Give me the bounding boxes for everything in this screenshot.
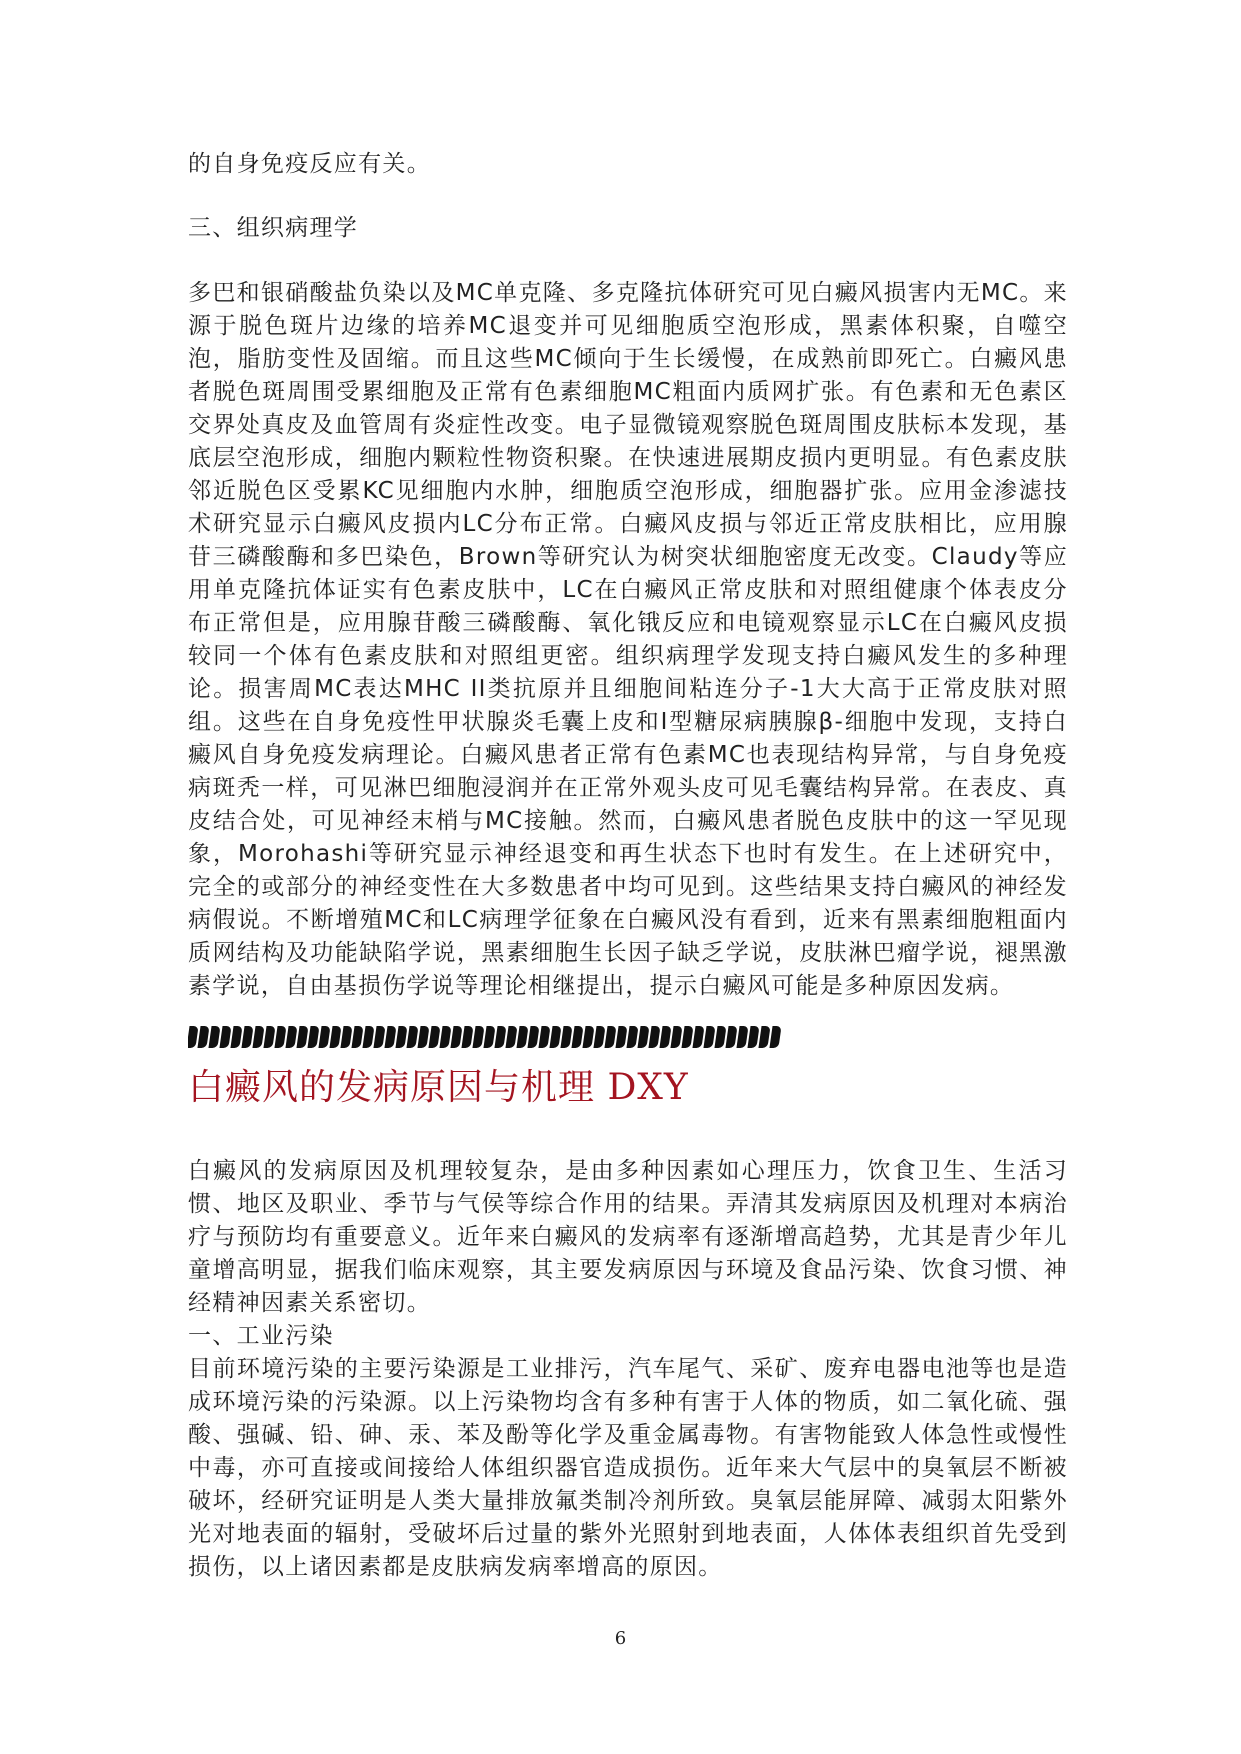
ornament-mark <box>395 1026 407 1048</box>
decorative-divider <box>188 1026 808 1054</box>
ornament-mark <box>351 1026 363 1048</box>
ornament-mark <box>230 1026 242 1048</box>
ornament-mark <box>659 1026 671 1048</box>
ornament-mark <box>582 1026 594 1048</box>
paragraph-continuation: 的自身免疫反应有关。 <box>188 151 431 177</box>
page-number: 6 <box>614 1628 627 1649</box>
ornament-mark <box>208 1026 220 1048</box>
ornament-mark <box>747 1026 759 1048</box>
ornament-mark <box>494 1026 506 1048</box>
ornament-mark <box>571 1026 583 1048</box>
ornament-mark <box>329 1026 341 1048</box>
ornament-mark <box>461 1026 473 1048</box>
ornament-mark <box>593 1026 605 1048</box>
ornament-mark <box>516 1026 528 1048</box>
subheading-industrial-pollution: 一、工业污染 <box>188 1323 334 1349</box>
paragraph-industrial-pollution: 目前环境污染的主要污染源是工业排污，汽车尾气、采矿、废弃电器电池等也是造成环境污染的污染源。以上污染物均含有多种有害于人体的物质，如二氧化硫、强酸、强碱、铅、砷、汞、苯及酚等化学及重金属毒物。有害物能致人体急性或慢性中毒，亦可直接或间接给人体组织器官造成损伤。近年来大气层中的臭氧层不断被破坏，经研究证明是人类大量排放氟类制冷剂所致。臭氧层能屏障、减弱太阳紫外光对地表面的辐射，受破坏后过量的紫外光照射到地表面，人体体表组织首先受到损伤，以上诸因素都是皮肤病发病率增高的原因。 <box>188 1356 1068 1580</box>
ornament-mark <box>472 1026 484 1048</box>
ornament-mark <box>648 1026 660 1048</box>
ornament-mark <box>560 1026 572 1048</box>
ornament-mark <box>758 1026 770 1048</box>
subheading-histopathology: 三、组织病理学 <box>188 215 359 241</box>
ornament-mark <box>769 1026 781 1048</box>
paragraph-intro: 白癜风的发病原因及机理较复杂，是由多种因素如心理压力，饮食卫生、生活习惯、地区及职业、季节与气侯等综合作用的结果。弄清其发病原因及机理对本病治疗与预防均有重要意义。近年来白癜风的发病率有逐渐增高趋势，尤其是青少年儿童增高明显，据我们临床观察，其主要发病原因与环境及食品污染、饮食习惯、神经精神因素关系密切。 <box>188 1158 1068 1316</box>
ornament-mark <box>527 1026 539 1048</box>
ornament-mark <box>384 1026 396 1048</box>
ornament-mark <box>252 1026 264 1048</box>
ornament-mark <box>450 1026 462 1048</box>
ornament-mark <box>406 1026 418 1048</box>
ornament-mark <box>692 1026 704 1048</box>
ornament-mark <box>285 1026 297 1048</box>
ornament-mark <box>296 1026 308 1048</box>
ornament-mark <box>362 1026 374 1048</box>
ornament-mark <box>538 1026 550 1048</box>
ornament-mark <box>373 1026 385 1048</box>
ornament-mark <box>615 1026 627 1048</box>
ornament-mark <box>725 1026 737 1048</box>
ornament-mark <box>263 1026 275 1048</box>
ornament-mark <box>318 1026 330 1048</box>
ornament-mark <box>197 1026 209 1048</box>
ornament-mark <box>670 1026 682 1048</box>
ornament-mark <box>219 1026 231 1048</box>
ornament-mark <box>483 1026 495 1048</box>
ornament-mark <box>626 1026 638 1048</box>
section-title: 白癜风的发病原因与机理 DXY <box>188 1067 689 1108</box>
ornament-mark <box>340 1026 352 1048</box>
ornament-mark <box>307 1026 319 1048</box>
ornament-mark <box>637 1026 649 1048</box>
ornament-mark <box>241 1026 253 1048</box>
ornament-mark <box>736 1026 748 1048</box>
ornament-mark <box>703 1026 715 1048</box>
ornament-mark <box>274 1026 286 1048</box>
ornament-mark <box>439 1026 451 1048</box>
ornament-mark <box>428 1026 440 1048</box>
ornament-mark <box>549 1026 561 1048</box>
ornament-mark <box>604 1026 616 1048</box>
ornament-mark <box>681 1026 693 1048</box>
ornament-mark <box>714 1026 726 1048</box>
ornament-mark <box>417 1026 429 1048</box>
paragraph-histopathology: 多巴和银硝酸盐负染以及MC单克隆、多克隆抗体研究可见白癜风损害内无MC。来源于脱色斑片边缘的培养MC退变并可见细胞质空泡形成，黑素体积聚，自噬空泡，脂肪变性及固缩。而且这些MC倾向于生长缓慢，在成熟前即死亡。白癜风患者脱色斑周围受累细胞及正常有色素细胞MC粗面内质网扩张。有色素和无色素区交界处真皮及血管周有炎症性改变。电子显微镜观察脱色斑周围皮肤标本发现，基底层空泡形成，细胞内颗粒性物资积聚。在快速进展期皮损内更明显。有色素皮肤邻近脱色区受累KC见细胞内水肿，细胞质空泡形成，细胞器扩张。应用金渗滤技术研究显示白癜风皮损内LC分布正常。白癜风皮损与邻近正常皮肤相比，应用腺苷三磷酸酶和多巴染色，Brown等研究认为树突状细胞密度无改变。Claudy等应用单克隆抗体证实有色素皮肤中，LC在白癜风正常皮肤和对照组健康个体表皮分布正常但是，应用腺苷酸三磷酸酶、氧化锇反应和电镜观察显示LC在白癜风皮损较同一个体有色素皮肤和对照组更密。组织病理学发现支持白癜风发生的多种理论。损害周MC表达MHC II类抗原并且细胞间粘连分子-1大大高于正常皮肤对照组。这些在自身免疫性甲状腺炎毛囊上皮和I型糖尿病胰腺β-细胞中发现，支持白癜风自身免疫发病理论。白癜风患者正常有色素MC也表现结构异常，与自身免疫病斑秃一样，可见淋巴细胞浸润并在正常外观头皮可见毛囊结构异常。在表皮、真皮结合处，可见神经末梢与MC接触。然而，白癜风患者脱色皮肤中的这一罕见现象，Morohashi等研究显示神经退变和再生状态下也时有发生。在上述研究中，完全的或部分的神经变性在大多数患者中均可见到。这些结果支持白癜风的神经发病假说。不断增殖MC和LC病理学征象在白癜风没有看到，近来有黑素细胞粗面内质网结构及功能缺陷学说，黑素细胞生长因子缺乏学说，皮肤淋巴瘤学说，褪黑激素学说，自由基损伤学说等理论相继提出，提示白癜风可能是多种原因发病。 <box>188 280 1068 999</box>
ornament-mark <box>505 1026 517 1048</box>
